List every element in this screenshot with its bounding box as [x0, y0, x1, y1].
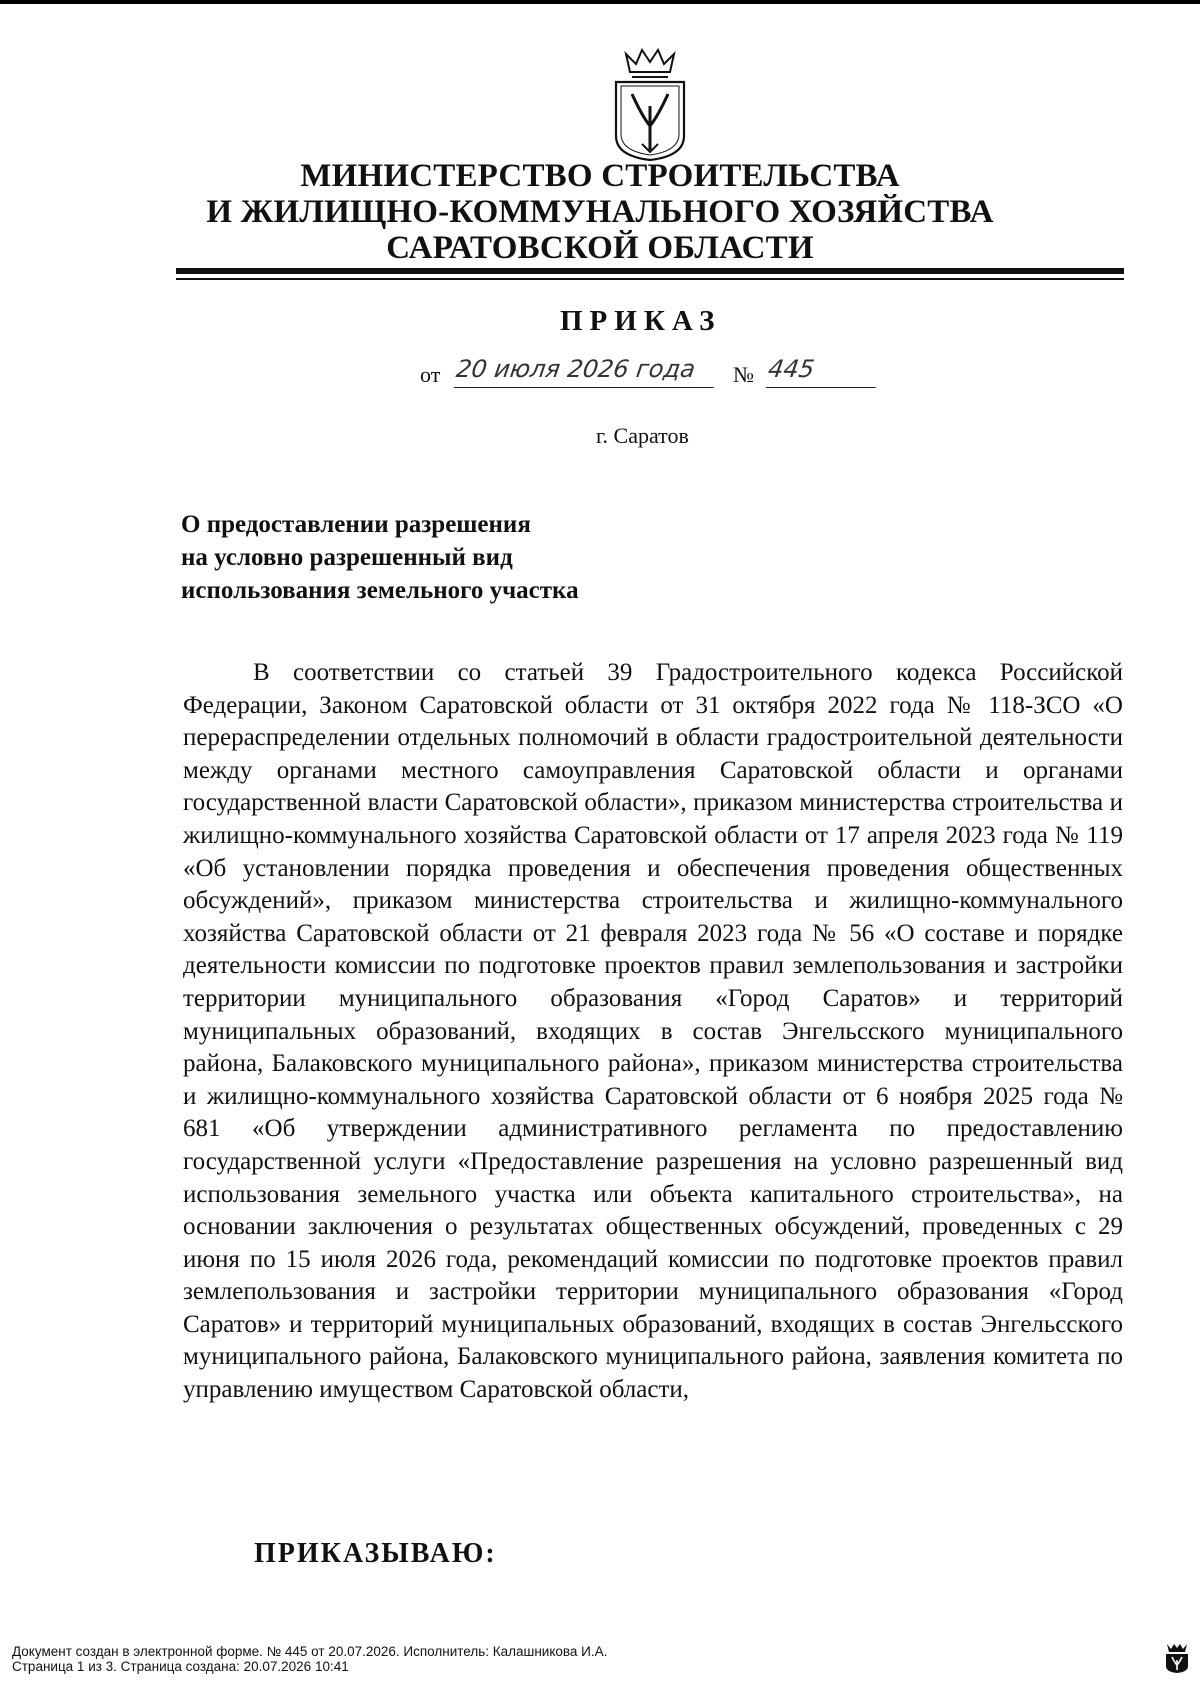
header-divider-thick — [176, 268, 1124, 274]
header-divider-thin — [176, 278, 1124, 280]
order-subject — [181, 508, 701, 607]
handwritten-date: 20 июля 2026 года — [454, 355, 719, 388]
handwritten-order-number: 445 — [766, 355, 881, 388]
saratov-emblem-small-icon — [1164, 1642, 1190, 1674]
document-type-title: ПРИКАЗ — [560, 305, 722, 337]
footer-line-2: Страница 1 из 3. Страница создана: 20.07.2026 10:41 — [12, 1659, 349, 1674]
order-command: ПРИКАЗЫВАЮ: — [254, 1538, 497, 1569]
scan-edge-line — [0, 0, 1200, 4]
subject-line-1: О предоставлении разрешения — [181, 511, 531, 538]
subject-line-3: использования земельного участка — [181, 577, 579, 604]
electronic-document-footer — [12, 1644, 607, 1674]
number-sign: № — [733, 362, 754, 387]
subject-line-2: на условно разрешенный вид — [181, 544, 513, 571]
ministry-name-line-1: МИНИСТЕРСТВО СТРОИТЕЛЬСТВА — [300, 158, 900, 194]
preamble-paragraph: В соответствии со статьей 39 Градостроительного кодекса Российской Федерации, Законом Саратовской области от 31 октября 2022 года № 118-ЗСО «О перераспределении отдельных полномочий в области градостроительной деятельности между органами местного самоуправления Саратовской области и органами государственной власти Саратовской области», приказом министерства строительства и жилищно-коммунального хозяйства Саратовской области от 17 апреля 2023 года № 119 «Об установлении порядка проведения и обеспечения проведения общественных обсуждений», приказом министерства строительства и жилищно-коммунального хозяйства Саратовской области от 21 февраля 2023 года № 56 «О составе и порядке деятельности комиссии по подготовке проектов правил землепользования и застройки территории муниципального образования «Город Саратов» и территорий муниципальных образований, входящих в состав Энгельсского муниципального района, Балаковского муниципального района», приказом министерства строительства и жилищно-коммунального хозяйства Саратовской области от 6 ноября 2025 года № 681 «Об утверждении административного регламента по предоставлению государственной услуги «Предоставление разрешения на условно разрешенный вид использования земельного участка или объекта капитального строительства», на основании заключения о результатах общественных обсуждений, проведенных с 29 июня по 15 июля 2026 года, рекомендаций комиссии по подготовке проектов правил землепользования и застройки территории муниципального образования «Город Саратов» и территорий муниципальных образований, входящих в состав Энгельсского муниципального района, Балаковского муниципального района, заявления комитета по управлению имуществом Саратовской области, — [183, 659, 1123, 1404]
date-prefix: от — [420, 362, 441, 387]
saratov-coat-of-arms-icon — [612, 44, 688, 162]
place-of-issue: г. Саратов — [596, 423, 689, 448]
ministry-name-line-3: САРАТОВСКОЙ ОБЛАСТИ — [386, 230, 814, 266]
footer-line-1: Документ создан в электронной форме. № 445 от 20.07.2026. Исполнитель: Калашникова И.А. — [12, 1644, 608, 1659]
ministry-name-line-2: И ЖИЛИЩНО-КОММУНАЛЬНОГО ХОЗЯЙСТВА — [206, 194, 994, 230]
